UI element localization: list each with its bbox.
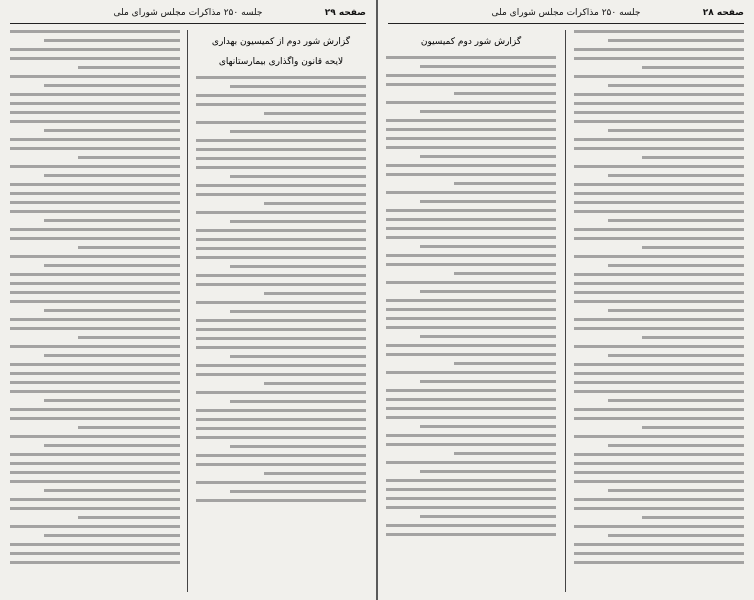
text-line-placeholder — [574, 75, 744, 78]
text-line-placeholder — [608, 84, 744, 87]
text-line-placeholder — [642, 66, 744, 69]
text-line-placeholder — [574, 147, 744, 150]
left-heading-2: لایحه قانون واگذاری بیمارستانهای — [218, 57, 344, 67]
text-line-placeholder — [10, 363, 180, 366]
text-line-placeholder — [420, 425, 556, 428]
text-line-placeholder — [230, 400, 366, 403]
text-line-placeholder — [420, 200, 556, 203]
text-line-placeholder — [10, 102, 180, 105]
right-heading-1: گزارش شور دوم کمیسیون — [420, 37, 522, 47]
left-page-column-left — [10, 30, 180, 592]
text-line-placeholder — [196, 184, 366, 187]
left-page-header — [10, 8, 366, 22]
right-page-header — [388, 8, 744, 22]
text-line-placeholder — [10, 525, 180, 528]
text-line-placeholder — [386, 191, 556, 194]
text-line-placeholder — [44, 174, 180, 177]
text-line-placeholder — [10, 318, 180, 321]
text-line-placeholder — [196, 247, 366, 250]
text-line-placeholder — [78, 336, 180, 339]
left-heading-1: گزارش شور دوم از کمیسیون بهداری — [211, 37, 351, 47]
right-page-header-title: جلسه ۲۵۰ مذاکرات مجلس شورای ملی — [491, 8, 641, 18]
text-line-placeholder — [10, 291, 180, 294]
text-line-placeholder — [386, 461, 556, 464]
text-line-placeholder — [44, 84, 180, 87]
text-line-placeholder — [574, 363, 744, 366]
text-line-placeholder — [196, 103, 366, 106]
text-line-placeholder — [196, 139, 366, 142]
text-line-placeholder — [386, 218, 556, 221]
text-line-placeholder — [196, 238, 366, 241]
text-line-placeholder — [574, 561, 744, 564]
text-line-placeholder — [264, 382, 366, 385]
text-line-placeholder — [264, 292, 366, 295]
text-line-placeholder — [44, 219, 180, 222]
text-line-placeholder — [386, 137, 556, 140]
text-line-placeholder — [230, 490, 366, 493]
text-line-placeholder — [386, 119, 556, 122]
text-line-placeholder — [420, 515, 556, 518]
text-line-placeholder — [574, 210, 744, 213]
left-page — [0, 0, 376, 600]
text-line-placeholder — [10, 345, 180, 348]
text-line-placeholder — [230, 265, 366, 268]
text-line-placeholder — [608, 309, 744, 312]
text-line-placeholder — [608, 534, 744, 537]
text-line-placeholder — [574, 120, 744, 123]
text-line-placeholder — [10, 435, 180, 438]
text-line-placeholder — [10, 282, 180, 285]
text-line-placeholder — [10, 417, 180, 420]
text-line-placeholder — [264, 472, 366, 475]
text-line-placeholder — [10, 561, 180, 564]
text-line-placeholder — [386, 443, 556, 446]
text-line-placeholder — [574, 525, 744, 528]
text-line-placeholder — [196, 463, 366, 466]
text-line-placeholder — [454, 272, 556, 275]
text-line-placeholder — [196, 427, 366, 430]
text-line-placeholder — [196, 166, 366, 169]
text-line-placeholder — [196, 157, 366, 160]
text-line-placeholder — [10, 498, 180, 501]
left-page-column-right — [196, 30, 366, 592]
right-page-number: صفحه ۲۸ — [702, 8, 744, 18]
text-line-placeholder — [264, 112, 366, 115]
text-line-placeholder — [386, 164, 556, 167]
text-line-placeholder — [642, 156, 744, 159]
text-line-placeholder — [10, 237, 180, 240]
text-line-placeholder — [420, 155, 556, 158]
text-line-placeholder — [642, 516, 744, 519]
text-line-placeholder — [386, 353, 556, 356]
text-line-placeholder — [386, 281, 556, 284]
text-line-placeholder — [196, 364, 366, 367]
text-line-placeholder — [10, 201, 180, 204]
text-line-placeholder — [574, 471, 744, 474]
text-line-placeholder — [10, 552, 180, 555]
text-line-placeholder — [10, 111, 180, 114]
text-line-placeholder — [44, 534, 180, 537]
text-line-placeholder — [386, 173, 556, 176]
text-line-placeholder — [196, 301, 366, 304]
text-line-placeholder — [10, 390, 180, 393]
text-line-placeholder — [196, 454, 366, 457]
text-line-placeholder — [196, 256, 366, 259]
text-line-placeholder — [608, 39, 744, 42]
text-line-placeholder — [386, 533, 556, 536]
text-line-placeholder — [196, 418, 366, 421]
text-line-placeholder — [574, 543, 744, 546]
text-line-placeholder — [10, 93, 180, 96]
text-line-placeholder — [44, 309, 180, 312]
text-line-placeholder — [574, 327, 744, 330]
text-line-placeholder — [574, 408, 744, 411]
text-line-placeholder — [10, 372, 180, 375]
text-line-placeholder — [574, 57, 744, 60]
text-line-placeholder — [420, 245, 556, 248]
text-line-placeholder — [196, 409, 366, 412]
text-line-placeholder — [574, 165, 744, 168]
text-line-placeholder — [78, 516, 180, 519]
text-line-placeholder — [608, 129, 744, 132]
text-line-placeholder — [196, 94, 366, 97]
text-line-placeholder — [10, 507, 180, 510]
text-line-placeholder — [386, 254, 556, 257]
text-line-placeholder — [44, 354, 180, 357]
text-line-placeholder — [386, 416, 556, 419]
text-line-placeholder — [78, 426, 180, 429]
text-line-placeholder — [642, 336, 744, 339]
text-line-placeholder — [574, 183, 744, 186]
text-line-placeholder — [454, 452, 556, 455]
text-line-placeholder — [44, 264, 180, 267]
text-line-placeholder — [386, 479, 556, 482]
text-line-placeholder — [386, 398, 556, 401]
text-line-placeholder — [574, 111, 744, 114]
text-line-placeholder — [196, 337, 366, 340]
text-line-placeholder — [386, 524, 556, 527]
text-line-placeholder — [608, 174, 744, 177]
text-line-placeholder — [386, 344, 556, 347]
text-line-placeholder — [10, 30, 180, 33]
text-line-placeholder — [574, 201, 744, 204]
text-line-placeholder — [44, 399, 180, 402]
text-line-placeholder — [420, 65, 556, 68]
text-line-placeholder — [230, 445, 366, 448]
text-line-placeholder — [264, 202, 366, 205]
text-line-placeholder — [196, 193, 366, 196]
text-line-placeholder — [10, 300, 180, 303]
text-line-placeholder — [454, 182, 556, 185]
text-line-placeholder — [574, 381, 744, 384]
text-line-placeholder — [386, 326, 556, 329]
text-line-placeholder — [574, 192, 744, 195]
text-line-placeholder — [10, 480, 180, 483]
text-line-placeholder — [574, 237, 744, 240]
text-line-placeholder — [574, 48, 744, 51]
text-line-placeholder — [574, 300, 744, 303]
text-line-placeholder — [574, 282, 744, 285]
text-line-placeholder — [574, 273, 744, 276]
text-line-placeholder — [574, 552, 744, 555]
left-column-divider — [187, 30, 188, 592]
text-line-placeholder — [574, 498, 744, 501]
text-line-placeholder — [386, 407, 556, 410]
text-line-placeholder — [10, 543, 180, 546]
text-line-placeholder — [420, 335, 556, 338]
text-line-placeholder — [574, 453, 744, 456]
text-line-placeholder — [230, 85, 366, 88]
right-column-divider — [565, 30, 566, 592]
text-line-placeholder — [10, 462, 180, 465]
text-line-placeholder — [386, 146, 556, 149]
text-line-placeholder — [230, 355, 366, 358]
text-line-placeholder — [196, 319, 366, 322]
text-line-placeholder — [44, 39, 180, 42]
text-line-placeholder — [574, 417, 744, 420]
right-header-rule — [388, 23, 744, 24]
text-line-placeholder — [574, 435, 744, 438]
text-line-placeholder — [574, 462, 744, 465]
text-line-placeholder — [386, 236, 556, 239]
text-line-placeholder — [574, 102, 744, 105]
text-line-placeholder — [196, 328, 366, 331]
text-line-placeholder — [10, 210, 180, 213]
text-line-placeholder — [230, 175, 366, 178]
left-page-header-title: جلسه ۲۵۰ مذاکرات مجلس شورای ملی — [113, 8, 263, 18]
text-line-placeholder — [10, 471, 180, 474]
text-line-placeholder — [454, 92, 556, 95]
text-line-placeholder — [196, 274, 366, 277]
text-line-placeholder — [10, 138, 180, 141]
text-line-placeholder — [574, 345, 744, 348]
text-line-placeholder — [10, 75, 180, 78]
text-line-placeholder — [608, 444, 744, 447]
text-line-placeholder — [574, 228, 744, 231]
text-line-placeholder — [196, 346, 366, 349]
text-line-placeholder — [44, 489, 180, 492]
text-line-placeholder — [386, 227, 556, 230]
text-line-placeholder — [10, 183, 180, 186]
text-line-placeholder — [230, 220, 366, 223]
text-line-placeholder — [386, 101, 556, 104]
text-line-placeholder — [608, 264, 744, 267]
text-line-placeholder — [608, 489, 744, 492]
left-header-rule — [10, 23, 366, 24]
text-line-placeholder — [10, 228, 180, 231]
text-line-placeholder — [196, 76, 366, 79]
text-line-placeholder — [196, 211, 366, 214]
text-line-placeholder — [420, 380, 556, 383]
text-line-placeholder — [574, 480, 744, 483]
text-line-placeholder — [10, 453, 180, 456]
right-page-column-left — [386, 30, 556, 592]
text-line-placeholder — [196, 121, 366, 124]
text-line-placeholder — [230, 310, 366, 313]
text-line-placeholder — [44, 129, 180, 132]
text-line-placeholder — [420, 470, 556, 473]
right-page — [378, 0, 754, 600]
text-line-placeholder — [386, 497, 556, 500]
text-line-placeholder — [574, 30, 744, 33]
text-line-placeholder — [196, 436, 366, 439]
text-line-placeholder — [608, 399, 744, 402]
text-line-placeholder — [386, 83, 556, 86]
text-line-placeholder — [10, 255, 180, 258]
text-line-placeholder — [10, 48, 180, 51]
text-line-placeholder — [574, 390, 744, 393]
text-line-placeholder — [386, 209, 556, 212]
text-line-placeholder — [196, 229, 366, 232]
text-line-placeholder — [78, 246, 180, 249]
text-line-placeholder — [10, 273, 180, 276]
text-line-placeholder — [574, 507, 744, 510]
text-line-placeholder — [386, 389, 556, 392]
text-line-placeholder — [574, 93, 744, 96]
left-page-number: صفحه ۲۹ — [324, 8, 366, 18]
text-line-placeholder — [10, 327, 180, 330]
text-line-placeholder — [10, 381, 180, 384]
text-line-placeholder — [386, 317, 556, 320]
text-line-placeholder — [386, 74, 556, 77]
text-line-placeholder — [196, 391, 366, 394]
text-line-placeholder — [420, 110, 556, 113]
text-line-placeholder — [608, 354, 744, 357]
text-line-placeholder — [386, 434, 556, 437]
text-line-placeholder — [10, 408, 180, 411]
text-line-placeholder — [386, 263, 556, 266]
text-line-placeholder — [10, 192, 180, 195]
text-line-placeholder — [196, 283, 366, 286]
text-line-placeholder — [196, 499, 366, 502]
text-line-placeholder — [386, 308, 556, 311]
text-line-placeholder — [386, 371, 556, 374]
text-line-placeholder — [420, 290, 556, 293]
text-line-placeholder — [642, 426, 744, 429]
text-line-placeholder — [608, 219, 744, 222]
text-line-placeholder — [78, 156, 180, 159]
text-line-placeholder — [574, 318, 744, 321]
text-line-placeholder — [10, 120, 180, 123]
text-line-placeholder — [196, 148, 366, 151]
text-line-placeholder — [10, 165, 180, 168]
text-line-placeholder — [574, 291, 744, 294]
text-line-placeholder — [230, 130, 366, 133]
text-line-placeholder — [454, 362, 556, 365]
right-page-column-right — [574, 30, 744, 592]
text-line-placeholder — [196, 481, 366, 484]
text-line-placeholder — [10, 57, 180, 60]
text-line-placeholder — [78, 66, 180, 69]
text-line-placeholder — [574, 255, 744, 258]
text-line-placeholder — [386, 299, 556, 302]
text-line-placeholder — [44, 444, 180, 447]
text-line-placeholder — [574, 372, 744, 375]
text-line-placeholder — [386, 488, 556, 491]
text-line-placeholder — [386, 506, 556, 509]
text-line-placeholder — [574, 138, 744, 141]
text-line-placeholder — [10, 147, 180, 150]
text-line-placeholder — [642, 246, 744, 249]
text-line-placeholder — [386, 56, 556, 59]
text-line-placeholder — [196, 373, 366, 376]
text-line-placeholder — [386, 128, 556, 131]
